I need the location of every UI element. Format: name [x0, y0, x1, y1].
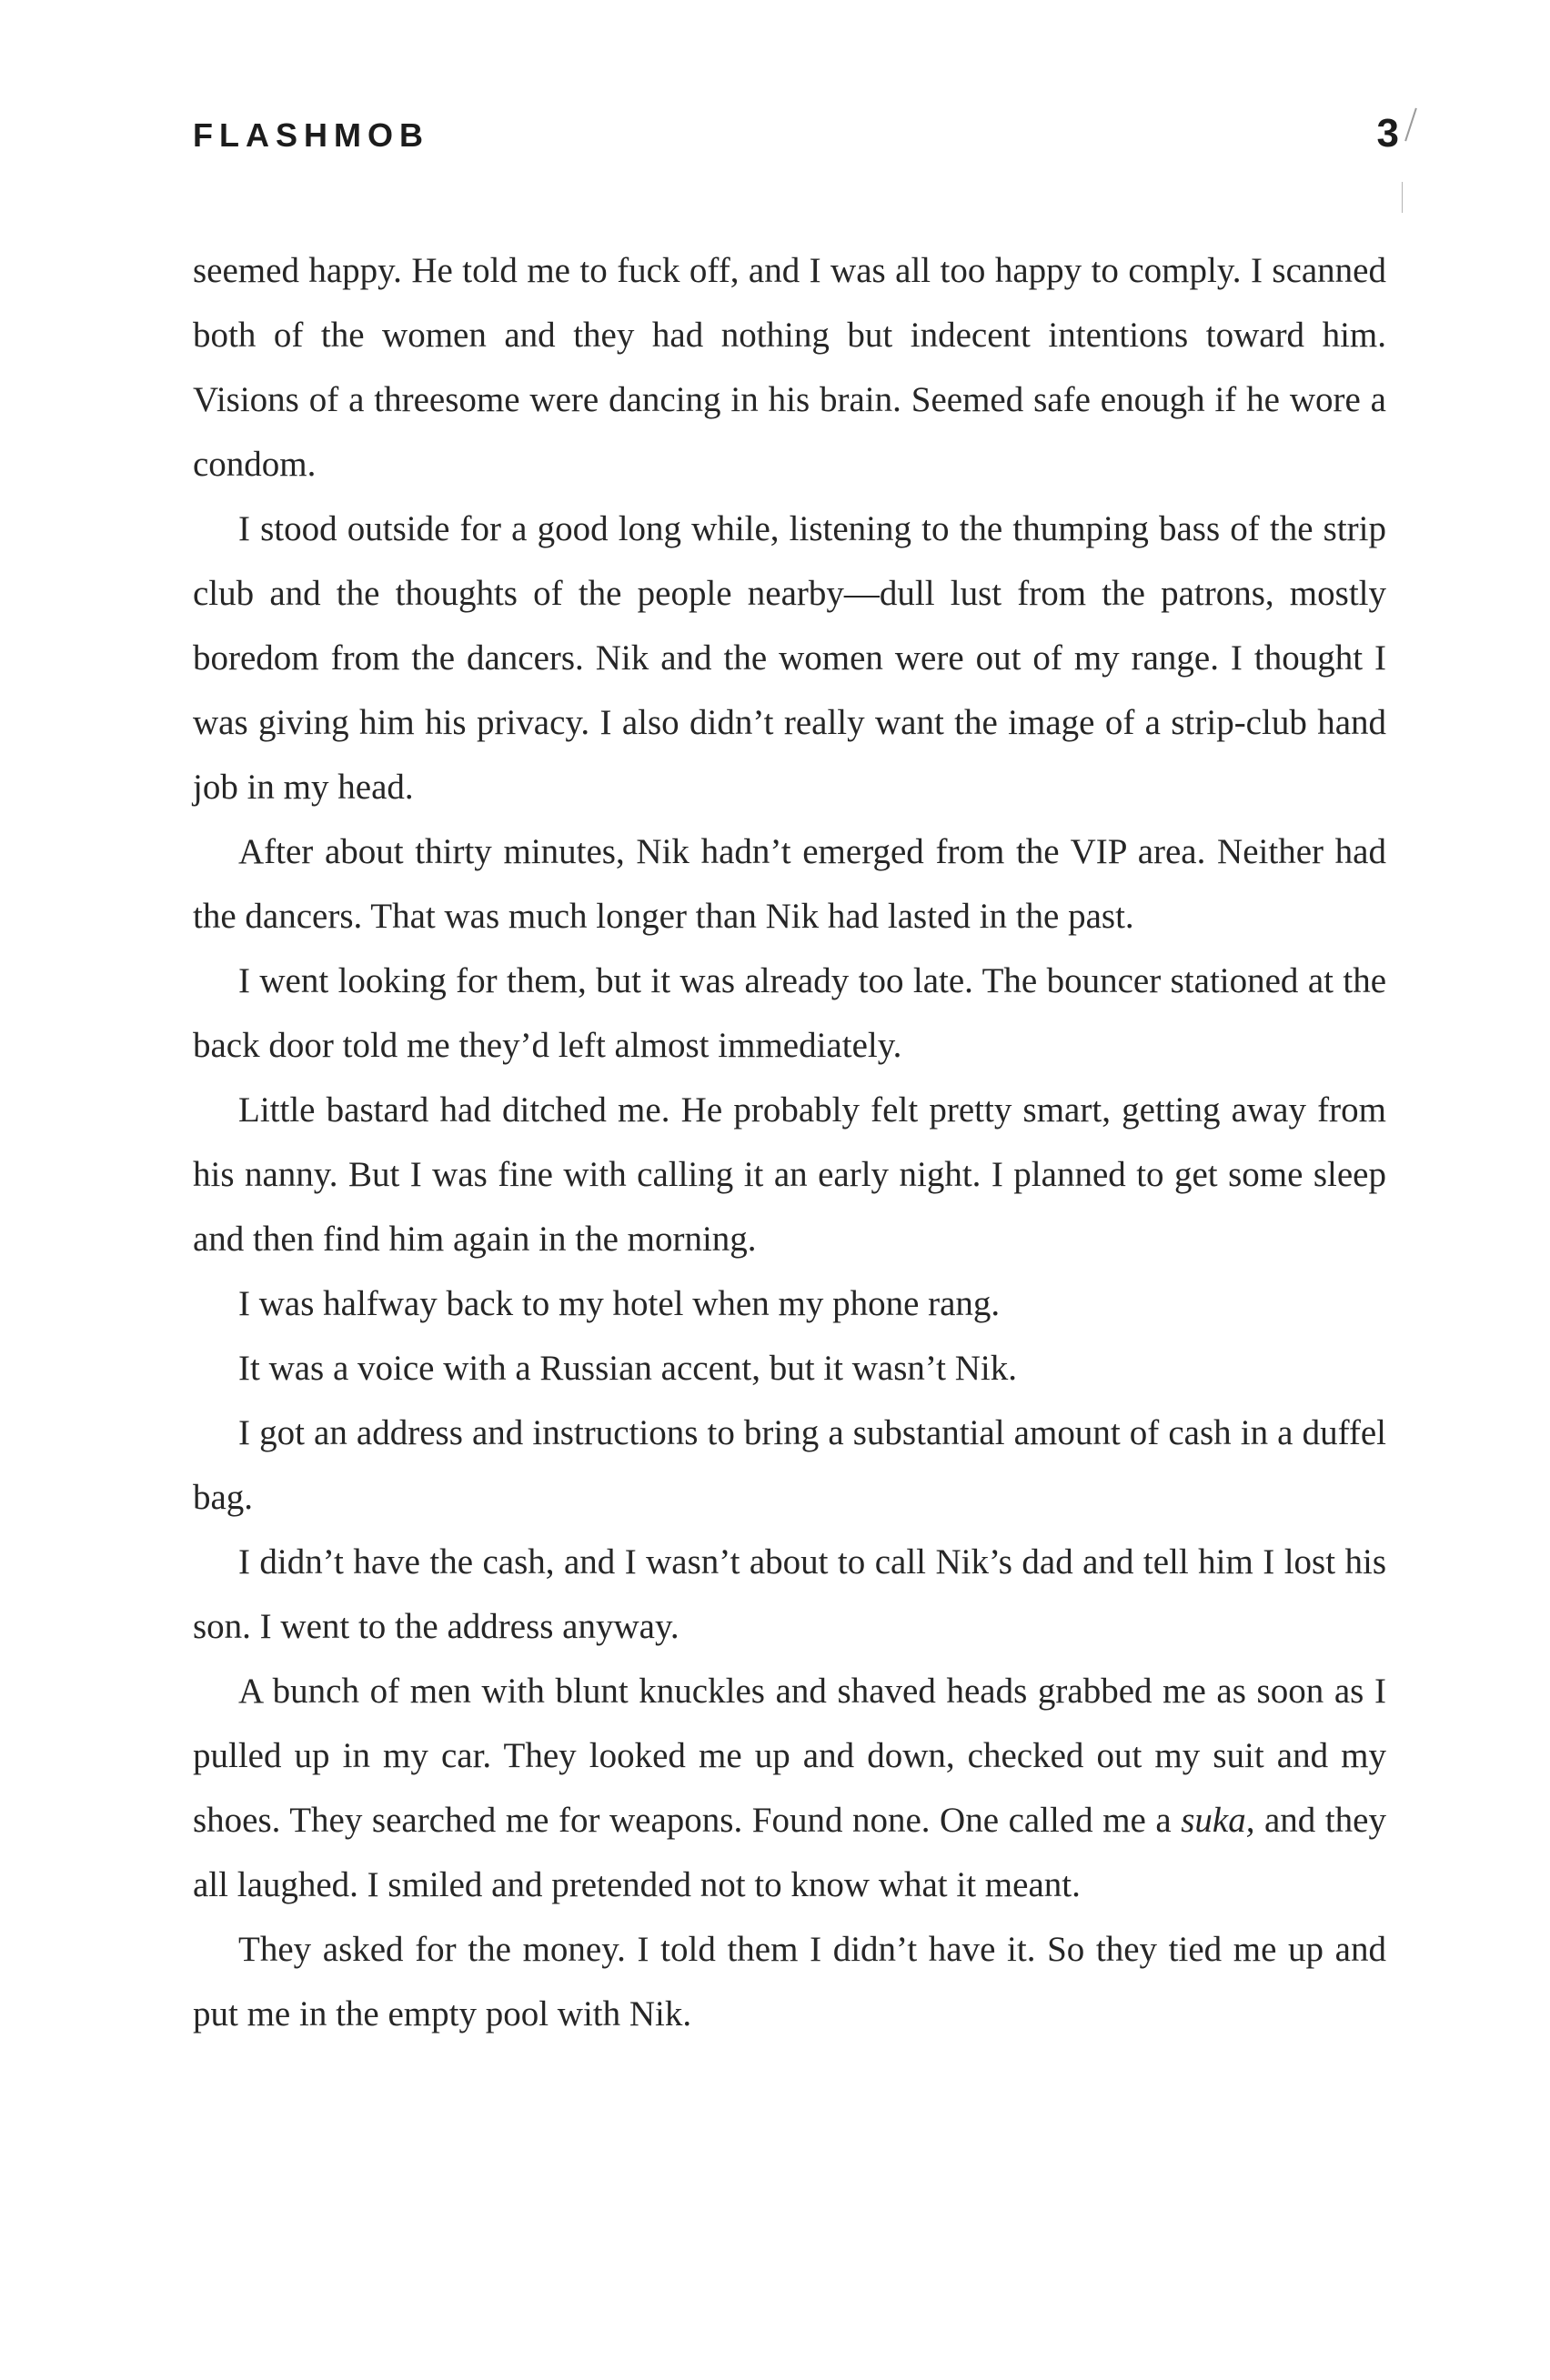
- paragraph-text: A bunch of men with blunt knuckles and shaved heads grabbed me as soon as I pulled up in my car. They looked me up and down, checked out my suit and my shoes. They searched me for weapons. Found none. One called me a: [193, 1672, 1386, 1840]
- italic-word: suka,: [1181, 1801, 1255, 1840]
- paragraph: It was a voice with a Russian accent, but it wasn’t Nik.: [238, 1349, 1018, 1388]
- paragraph-text: and they all laughed. I smiled and pretended not to know what it meant.: [193, 1801, 1386, 1904]
- paragraph: They asked for the money. I told them I didn’t have it. So they tied me up and put me in the empty pool with Nik.: [193, 1930, 1386, 2034]
- body-text: [193, 238, 1386, 2046]
- paragraph: Little bastard had ditched me. He probably felt pretty smart, getting away from his nanny. But I was fine with calling it an early night. I planned to get some sleep and then find him again in the morning.: [193, 1090, 1386, 1259]
- paragraph: [193, 1659, 1386, 1917]
- paragraph: seemed happy. He told me to fuck off, and I was all too happy to comply. I scanned both of the women and they had nothing but indecent intentions toward him. Visions of a threesome were dancing in his brain. Seemed safe enough if he wore a condom.: [193, 251, 1386, 484]
- pencil-mark: [1404, 108, 1417, 142]
- page-number: 3: [1376, 111, 1399, 156]
- paragraph: I got an address and instructions to bring a substantial amount of cash in a duffel bag.: [193, 1413, 1386, 1517]
- paragraph: I went looking for them, but it was already too late. The bouncer stationed at the back door told me they’d left almost immediately.: [193, 961, 1386, 1065]
- paragraph: I didn’t have the cash, and I wasn’t about to call Nik’s dad and tell him I lost his son. I went to the address anyway.: [193, 1542, 1386, 1646]
- book-title: FLASHMOB: [193, 116, 429, 154]
- paragraph: After about thirty minutes, Nik hadn’t emerged from the VIP area. Neither had the dancers. That was much longer than Nik had lasted in the past.: [193, 832, 1386, 936]
- pencil-mark: [1402, 182, 1403, 213]
- paragraph: I was halfway back to my hotel when my phone rang.: [238, 1284, 1001, 1323]
- paragraph: I stood outside for a good long while, listening to the thumping bass of the strip club and the thoughts of the people nearby—dull lust from the patrons, mostly boredom from the dancers. Nik and the women were out of my range. I thought I was giving him his privacy. I also didn’t really want the image of a strip-club hand job in my head.: [193, 509, 1386, 807]
- running-head: [193, 107, 1412, 171]
